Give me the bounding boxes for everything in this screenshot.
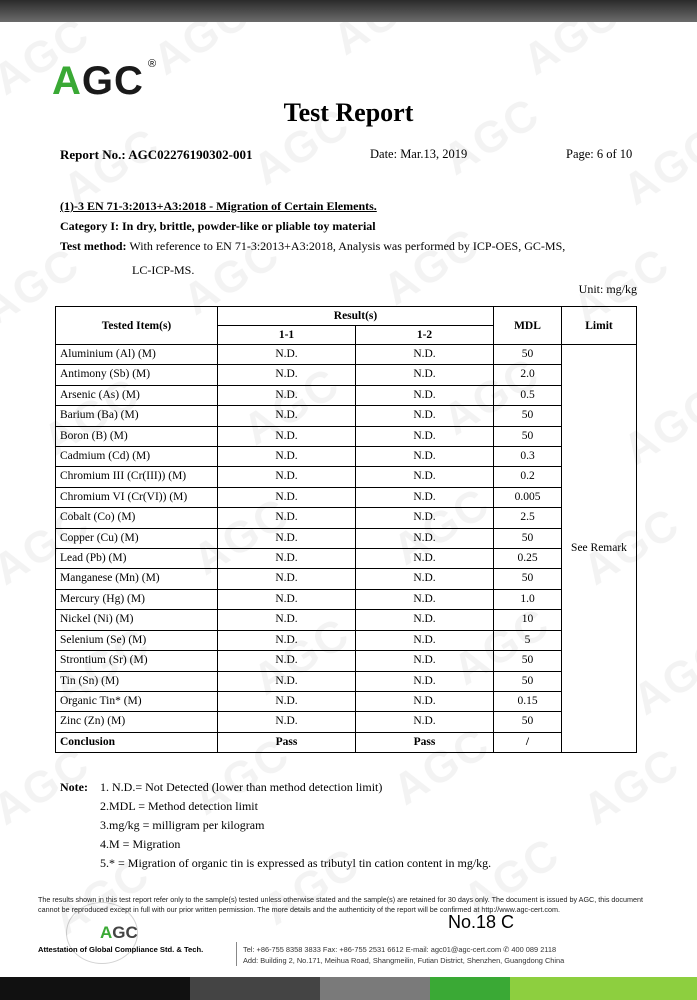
cell-result-1-1: N.D. [218,691,356,711]
note-item: 3.mg/kg = milligram per kilogram [100,818,265,832]
watermark-mark [325,22,440,66]
header-mdl: MDL [494,307,562,345]
cell-mdl: 0.15 [494,691,562,711]
cell-result-1-1: N.D. [218,671,356,691]
cell-result-1-2: N.D. [356,345,494,365]
bottom-bar-segment [0,977,190,1000]
cell-tested-item: Chromium VI (Cr(VI)) (M) [56,487,218,507]
cell-conclusion-label: Conclusion [56,732,218,752]
watermark-mark [615,118,697,215]
table-row [56,508,637,528]
cell-result-1-1: N.D. [218,508,356,528]
cell-tested-item: Lead (Pb) (M) [56,549,218,569]
cell-mdl: 50 [494,569,562,589]
cell-result-1-1: N.D. [218,610,356,630]
footer-divider [236,942,237,966]
cell-tested-item: Tin (Sn) (M) [56,671,218,691]
note-item: 4.M = Migration [100,837,181,851]
cell-result-1-1: N.D. [218,528,356,548]
footer-disclaimer: The results shown in this test report refer only to the sample(s) tested unless otherwise stated and the sample(s) are retained for 30 days only. The document is issued by AGC, this document cannot be reproduced except in full with our prior written permission. The more details and the authenticity of the report will be confirmed at http://www.agc-cert.com. [38,895,643,914]
cell-result-1-1: N.D. [218,406,356,426]
notes-label: Note: [60,780,88,794]
cell-result-1-1: N.D. [218,467,356,487]
header-tested-items: Tested Item(s) [56,307,218,345]
cell-result-1-1: N.D. [218,385,356,405]
footer-logo: AGC [100,923,138,942]
cell-mdl: 50 [494,528,562,548]
cell-result-1-2: N.D. [356,589,494,609]
table-row [56,569,637,589]
cell-result-1-1: N.D. [218,589,356,609]
cell-tested-item: Manganese (Mn) (M) [56,569,218,589]
cell-mdl: 50 [494,426,562,446]
bottom-bar-segment [430,977,510,1000]
agc-logo: AGC ® [52,58,157,103]
cell-result-1-2: N.D. [356,508,494,528]
cell-tested-item: Chromium III (Cr(III)) (M) [56,467,218,487]
document-number: No.18 C [448,912,515,932]
cell-conclusion-1-1: Pass [218,732,356,752]
cell-mdl: 2.5 [494,508,562,528]
page-title: Test Report [283,98,414,127]
table-row [56,467,637,487]
table-row [56,671,637,691]
bottom-bar-segment [320,977,430,1000]
cell-result-1-1: N.D. [218,447,356,467]
test-method [60,239,620,254]
cell-conclusion-mdl: / [494,732,562,752]
header-results: Result(s) [218,307,494,326]
table-row [56,345,637,365]
attestation-text: Attestation of Global Compliance Std. & Tech. [38,945,204,954]
cell-result-1-1: N.D. [218,630,356,650]
cell-result-1-2: N.D. [356,569,494,589]
table-row [56,528,637,548]
table-row [56,406,637,426]
cell-mdl: 0.2 [494,467,562,487]
section-title: (1)-3 EN 71-3:2013+A3:2018 - Migration of Certain Elements. [60,199,377,213]
cell-tested-item: Selenium (Se) (M) [56,630,218,650]
report-number: Report No.: AGC02276190302-001 [60,147,253,162]
cell-mdl: 0.25 [494,549,562,569]
cell-result-1-2: N.D. [356,487,494,507]
cell-mdl: 1.0 [494,589,562,609]
header-result-1-1: 1-1 [218,326,356,345]
cell-mdl: 50 [494,712,562,732]
cell-mdl: 50 [494,345,562,365]
bottom-bar-segment [510,977,697,1000]
cell-tested-item: Barium (Ba) (M) [56,406,218,426]
table-row [56,549,637,569]
test-method-text: With reference to EN 71-3:2013+A3:2018, Analysis was performed by ICP-OES, GC-MS, [129,239,566,253]
cell-mdl: 2.0 [494,365,562,385]
header-result-1-2: 1-2 [356,326,494,345]
cell-result-1-2: N.D. [356,467,494,487]
cell-mdl: 10 [494,610,562,630]
report-date: Date: Mar.13, 2019 [370,147,468,161]
cell-result-1-1: N.D. [218,365,356,385]
cell-tested-item: Nickel (Ni) (M) [56,610,218,630]
cell-tested-item: Boron (B) (M) [56,426,218,446]
cell-result-1-1: N.D. [218,651,356,671]
cell-conclusion-1-2: Pass [356,732,494,752]
cell-result-1-2: N.D. [356,385,494,405]
cell-mdl: 5 [494,630,562,650]
watermark-mark [375,218,490,315]
cell-result-1-1: N.D. [218,712,356,732]
cell-result-1-1: N.D. [218,549,356,569]
cell-limit: See Remark [562,345,637,753]
top-bar [0,0,697,22]
cell-result-1-1: N.D. [218,345,356,365]
cell-tested-item: Aluminium (Al) (M) [56,345,218,365]
test-method-label: Test method: [60,239,127,253]
table-row [56,712,637,732]
cell-tested-item: Cobalt (Co) (M) [56,508,218,528]
results-table [55,306,637,753]
note-item: 5.* = Migration of organic tin is expressed as tributyl tin cation content in mg/kg. [100,856,492,870]
cell-result-1-2: N.D. [356,651,494,671]
cell-tested-item: Cadmium (Cd) (M) [56,447,218,467]
cell-tested-item: Zinc (Zn) (M) [56,712,218,732]
table-row [56,691,637,711]
table-row [56,365,637,385]
table-row [56,610,637,630]
cell-result-1-2: N.D. [356,671,494,691]
cell-result-1-1: N.D. [218,426,356,446]
note-item: 1. N.D.= Not Detected (lower than method detection limit) [100,780,383,794]
page-number: Page: 6 of 10 [566,147,633,161]
cell-result-1-2: N.D. [356,549,494,569]
header-limit: Limit [562,307,637,345]
cell-tested-item: Organic Tin* (M) [56,691,218,711]
cell-result-1-2: N.D. [356,447,494,467]
cell-tested-item: Arsenic (As) (M) [56,385,218,405]
cell-mdl: 50 [494,651,562,671]
watermark-mark [515,22,630,86]
registered-mark: ® [148,58,157,70]
unit-label: Unit: mg/kg [578,282,637,296]
cell-result-1-2: N.D. [356,610,494,630]
test-method-continued: LC-ICP-MS. [132,263,195,277]
watermark-mark [255,838,370,935]
contact-line: Tel: +86-755 8358 3833 Fax: +86-755 2531 6612 E-mail: agc01@agc-cert.com ✆ 400 089 2118 [243,945,557,954]
cell-result-1-2: N.D. [356,365,494,385]
table-row [56,651,637,671]
cell-tested-item: Mercury (Hg) (M) [56,589,218,609]
address-line: Add: Building 2, No.171, Meihua Road, Shangmeilin, Futian District, Shenzhen, Guangdong China [243,956,565,965]
cell-result-1-1: N.D. [218,569,356,589]
cell-mdl: 50 [494,406,562,426]
table-row [56,630,637,650]
bottom-color-bar [0,977,697,1000]
bottom-bar-segment [190,977,320,1000]
conclusion-row [56,732,637,752]
table-row [56,447,637,467]
cell-result-1-2: N.D. [356,406,494,426]
note-item: 2.MDL = Method detection limit [100,799,258,813]
cell-tested-item: Strontium (Sr) (M) [56,651,218,671]
cell-result-1-2: N.D. [356,630,494,650]
table-row [56,426,637,446]
cell-mdl: 0.5 [494,385,562,405]
cell-result-1-2: N.D. [356,528,494,548]
cell-mdl: 50 [494,671,562,691]
cell-mdl: 0.005 [494,487,562,507]
cell-mdl: 0.3 [494,447,562,467]
category-line: Category I: In dry, brittle, powder-like or pliable toy material [60,219,376,233]
cell-tested-item: Antimony (Sb) (M) [56,365,218,385]
cell-result-1-1: N.D. [218,487,356,507]
cell-result-1-2: N.D. [356,712,494,732]
table-row [56,589,637,609]
table-row [56,385,637,405]
cell-tested-item: Copper (Cu) (M) [56,528,218,548]
table-row [56,487,637,507]
cell-result-1-2: N.D. [356,426,494,446]
cell-result-1-2: N.D. [356,691,494,711]
